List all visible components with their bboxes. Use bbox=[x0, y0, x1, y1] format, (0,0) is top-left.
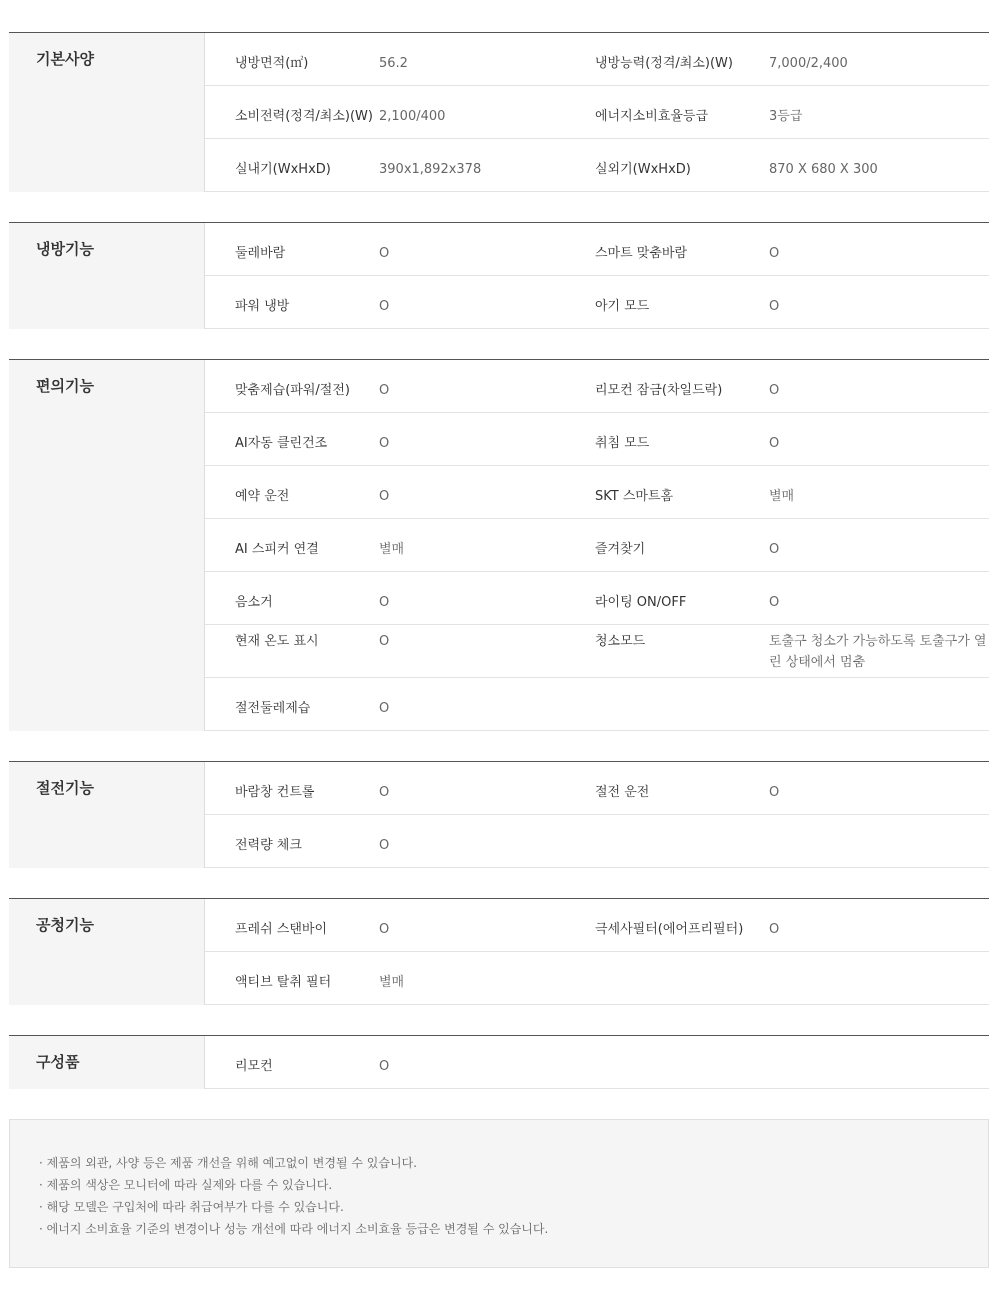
spec-value: O bbox=[379, 922, 390, 937]
section-body bbox=[205, 899, 989, 1005]
spec-value: O bbox=[379, 701, 390, 716]
spec-label: 음소거 bbox=[235, 595, 273, 610]
spec-value: O bbox=[769, 246, 780, 261]
spec-label: 취침 모드 bbox=[595, 436, 650, 451]
spec-label: 라이팅 ON/OFF bbox=[595, 595, 687, 610]
spec-value: 별매 bbox=[379, 542, 405, 557]
spec-label: 극세사필터(에어프리필터) bbox=[595, 922, 744, 937]
notice-item: · 제품의 외관, 사양 등은 제품 개선을 위해 예고없이 변경될 수 있습니다. bbox=[39, 1156, 417, 1170]
spec-label: AI자동 클린건조 bbox=[235, 436, 328, 451]
notice-item: · 에너지 소비효율 기준의 변경이나 성능 개선에 따라 에너지 소비효율 등급은 변경될 수 있습니다. bbox=[39, 1222, 549, 1236]
spec-label: 프레쉬 스탠바이 bbox=[235, 922, 328, 937]
spec-value: 7,000/2,400 bbox=[769, 56, 848, 71]
spec-value: O bbox=[379, 246, 390, 261]
spec-label bbox=[595, 952, 769, 1004]
spec-value: O bbox=[379, 1059, 390, 1074]
spec-row bbox=[205, 762, 989, 815]
section-title: 편의기능 bbox=[9, 360, 205, 731]
spec-value: O bbox=[769, 436, 780, 451]
spec-table bbox=[9, 32, 989, 1119]
spec-label: 에너지소비효율등급 bbox=[595, 109, 709, 124]
spec-row bbox=[205, 223, 989, 276]
section-title: 냉방기능 bbox=[9, 223, 205, 329]
spec-value: O bbox=[379, 383, 390, 398]
section-body bbox=[205, 360, 989, 731]
spec-label: 소비전력(정격/최소)(W) bbox=[235, 109, 373, 124]
spec-value: 별매 bbox=[769, 489, 795, 504]
spec-row bbox=[205, 572, 989, 625]
spec-value bbox=[769, 815, 988, 867]
spec-label: 절전 운전 bbox=[595, 785, 650, 800]
notice-box bbox=[9, 1119, 989, 1268]
spec-row bbox=[205, 360, 989, 413]
section-title: 절전기능 bbox=[9, 762, 205, 868]
spec-label: 파워 냉방 bbox=[235, 299, 290, 314]
spec-label: 실외기(WxHxD) bbox=[595, 162, 691, 177]
spec-value: O bbox=[379, 595, 390, 610]
spec-label: 바람창 컨트롤 bbox=[235, 785, 315, 800]
spec-label: 현재 온도 표시 bbox=[235, 634, 319, 649]
spec-label bbox=[595, 678, 769, 730]
spec-value: 토출구 청소가 가능하도록 토출구가 열린 상태에서 멈춤 bbox=[769, 634, 987, 670]
spec-label: SKT 스마트홈 bbox=[595, 489, 674, 504]
spec-value: O bbox=[379, 489, 390, 504]
spec-value: 870 X 680 X 300 bbox=[769, 162, 878, 177]
spec-label: 리모컨 잠금(차일드락) bbox=[595, 383, 723, 398]
spec-row bbox=[205, 139, 989, 192]
spec-label: 둘레바람 bbox=[235, 246, 286, 261]
spec-row bbox=[205, 625, 989, 678]
spec-label: 아기 모드 bbox=[595, 299, 650, 314]
spec-value: O bbox=[379, 634, 390, 649]
section-air-purifying bbox=[9, 898, 989, 1005]
spec-row bbox=[205, 33, 989, 86]
section-body bbox=[205, 223, 989, 329]
spec-value: O bbox=[769, 542, 780, 557]
spec-label: 전력량 체크 bbox=[235, 838, 302, 853]
section-convenience bbox=[9, 359, 989, 731]
spec-row bbox=[205, 899, 989, 952]
spec-label: 즐겨찾기 bbox=[595, 542, 646, 557]
spec-row bbox=[205, 1036, 989, 1089]
section-basic-spec bbox=[9, 32, 989, 192]
spec-value: O bbox=[769, 299, 780, 314]
spec-row bbox=[205, 678, 989, 731]
spec-row bbox=[205, 519, 989, 572]
spec-value: O bbox=[379, 785, 390, 800]
spec-label: 리모컨 bbox=[235, 1059, 273, 1074]
spec-label: 예약 운전 bbox=[235, 489, 290, 504]
spec-value bbox=[769, 952, 988, 1004]
section-title: 기본사양 bbox=[9, 33, 205, 192]
spec-value: O bbox=[379, 838, 390, 853]
spec-value: O bbox=[769, 383, 780, 398]
spec-value: O bbox=[379, 436, 390, 451]
spec-label: AI 스피커 연결 bbox=[235, 542, 319, 557]
spec-value: 390x1,892x378 bbox=[379, 162, 482, 177]
spec-row bbox=[205, 466, 989, 519]
section-cooling bbox=[9, 222, 989, 329]
spec-value: O bbox=[769, 922, 780, 937]
spec-value bbox=[769, 1036, 988, 1088]
spec-value: 56.2 bbox=[379, 56, 408, 71]
spec-label: 절전둘레제습 bbox=[235, 701, 311, 716]
notice-item: · 제품의 색상은 모니터에 따라 실제와 다를 수 있습니다. bbox=[39, 1178, 333, 1192]
spec-label: 스마트 맞춤바람 bbox=[595, 246, 688, 261]
section-components bbox=[9, 1035, 989, 1089]
spec-label bbox=[595, 1036, 769, 1088]
section-title: 구성품 bbox=[9, 1036, 205, 1089]
spec-value: 별매 bbox=[379, 975, 405, 990]
spec-label: 액티브 탈취 필터 bbox=[235, 975, 332, 990]
section-power-saving bbox=[9, 761, 989, 868]
spec-label: 냉방능력(정격/최소)(W) bbox=[595, 56, 733, 71]
spec-value: O bbox=[769, 595, 780, 610]
spec-label: 맞춤제습(파워/절전) bbox=[235, 383, 350, 398]
spec-row bbox=[205, 86, 989, 139]
section-body bbox=[205, 762, 989, 868]
spec-row bbox=[205, 952, 989, 1005]
spec-value: 2,100/400 bbox=[379, 109, 446, 124]
spec-value: O bbox=[769, 785, 780, 800]
spec-value: O bbox=[379, 299, 390, 314]
spec-label: 냉방면적(㎡) bbox=[235, 56, 309, 71]
notice-item: · 해당 모델은 구입처에 따라 취급여부가 다를 수 있습니다. bbox=[39, 1200, 344, 1214]
spec-row bbox=[205, 276, 989, 329]
spec-row bbox=[205, 413, 989, 466]
spec-value: 3등급 bbox=[769, 109, 803, 124]
spec-label: 실내기(WxHxD) bbox=[235, 162, 331, 177]
section-title: 공청기능 bbox=[9, 899, 205, 1005]
spec-label: 청소모드 bbox=[595, 634, 646, 649]
spec-value bbox=[769, 678, 988, 730]
section-body bbox=[205, 1036, 989, 1089]
spec-label bbox=[595, 815, 769, 867]
spec-row bbox=[205, 815, 989, 868]
section-body bbox=[205, 33, 989, 192]
